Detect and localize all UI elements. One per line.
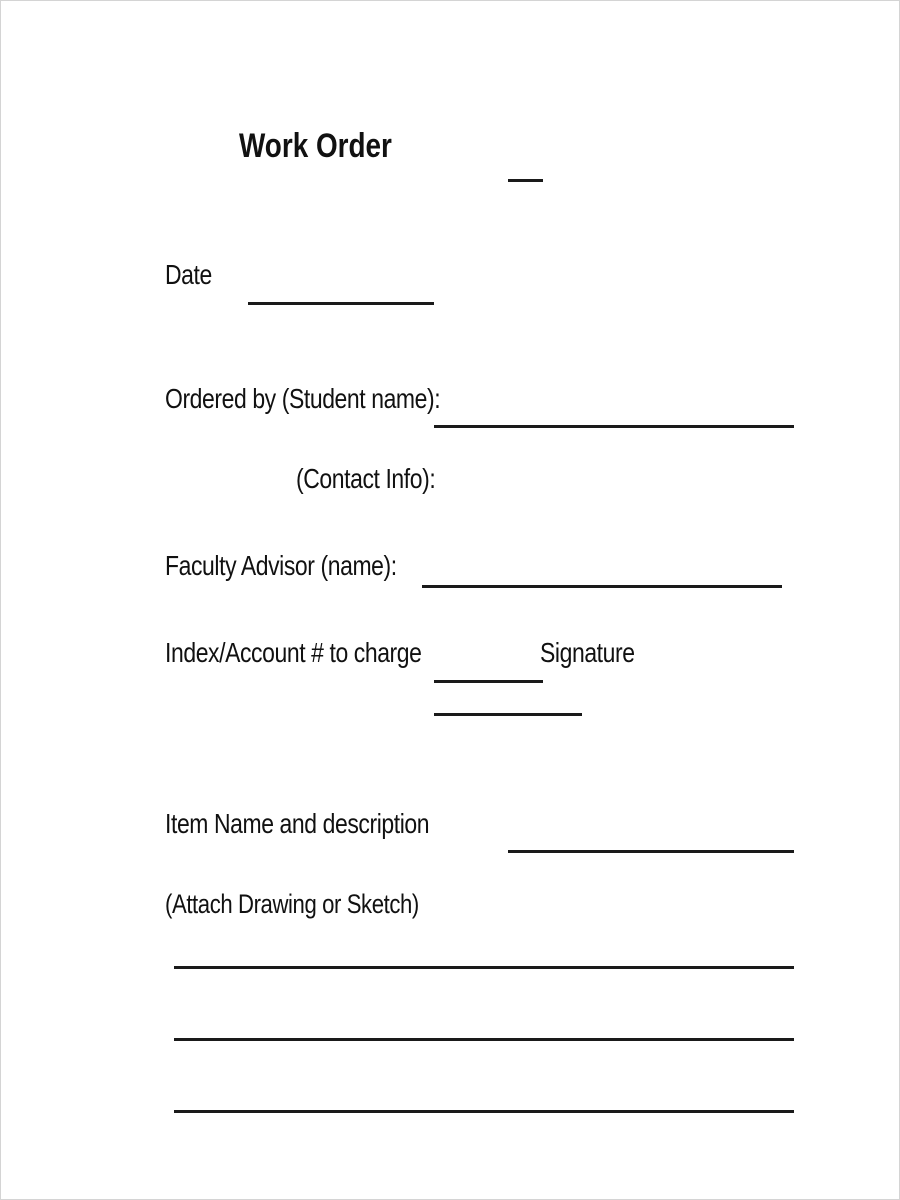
title-blank-line[interactable]	[508, 179, 543, 182]
date-field-line[interactable]	[248, 302, 434, 305]
page-title: Work Order	[239, 127, 392, 165]
faculty-advisor-field-line[interactable]	[422, 585, 782, 588]
signature-field-line[interactable]	[434, 713, 582, 716]
item-name-label: Item Name and description	[165, 808, 430, 839]
index-account-field-line[interactable]	[434, 680, 543, 683]
ordered-by-field-line[interactable]	[434, 425, 794, 428]
faculty-advisor-label: Faculty Advisor (name):	[165, 550, 397, 581]
description-line-1[interactable]	[174, 966, 794, 969]
attach-drawing-note: (Attach Drawing or Sketch)	[165, 889, 419, 919]
signature-label: Signature	[540, 637, 635, 668]
description-line-3[interactable]	[174, 1110, 794, 1113]
ordered-by-label: Ordered by (Student name):	[165, 383, 441, 414]
description-line-2[interactable]	[174, 1038, 794, 1041]
item-name-field-line[interactable]	[508, 850, 794, 853]
index-account-label: Index/Account # to charge	[165, 637, 422, 668]
date-label: Date	[165, 259, 212, 290]
contact-info-label: (Contact Info):	[296, 463, 436, 494]
